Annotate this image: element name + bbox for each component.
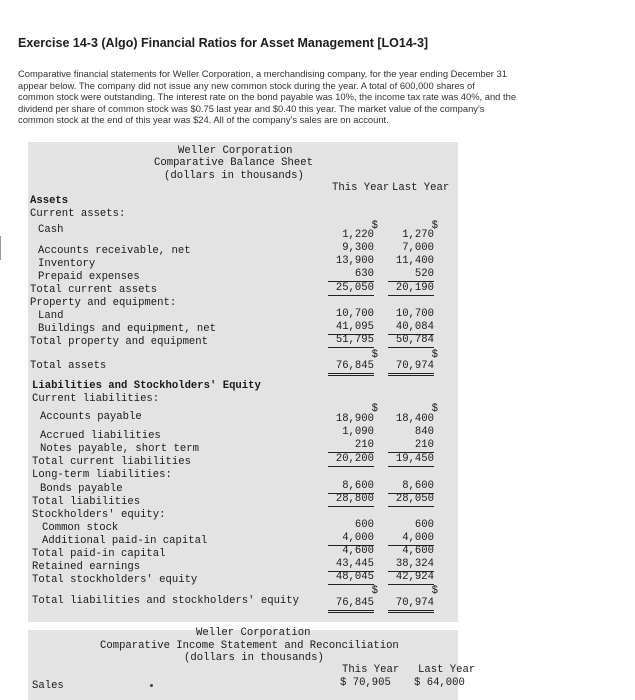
re-label: Retained earnings bbox=[32, 561, 141, 573]
ppe-heading: Property and equipment: bbox=[30, 297, 177, 309]
exercise-description bbox=[18, 68, 618, 126]
ta-last: 70,974 bbox=[388, 360, 434, 376]
ar-this: 9,300 bbox=[342, 242, 374, 254]
ta-label: Total assets bbox=[30, 360, 107, 372]
ap-last: 18,400 bbox=[395, 413, 434, 425]
buildings-this: 41,095 bbox=[328, 321, 374, 335]
bs-row-notes-payable bbox=[28, 439, 488, 455]
apic-label: Additional paid-in capital bbox=[42, 535, 208, 547]
sales-this: $ 70,905 bbox=[340, 677, 391, 689]
ap-this: 18,900 bbox=[335, 413, 374, 425]
bs-row-cash bbox=[28, 224, 488, 242]
tca-last: 20,190 bbox=[388, 282, 434, 296]
se-heading: Stockholders' equity: bbox=[32, 509, 166, 521]
is-units: (dollars in thousands) bbox=[184, 652, 324, 664]
bs-row-apic bbox=[28, 532, 488, 545]
total-ppe-this: 51,795 bbox=[328, 334, 374, 348]
bs-row-retained bbox=[28, 558, 488, 571]
bonds-last: 8,600 bbox=[388, 480, 434, 494]
bs-row-accrued bbox=[28, 426, 488, 442]
ta-this-dollar: $ bbox=[371, 349, 378, 361]
liab-heading: Liabilities and Stockholders' Equity bbox=[32, 380, 261, 392]
inventory-label: Inventory bbox=[38, 258, 96, 270]
bs-row-total-liab bbox=[28, 493, 488, 506]
sales-last: $ 64,000 bbox=[414, 677, 465, 689]
is-col-last-year: Last Year bbox=[418, 664, 476, 676]
ar-label: Accounts receivable, net bbox=[38, 245, 191, 257]
total-ppe-label: Total property and equipment bbox=[30, 336, 209, 348]
bs-row-total-assets bbox=[28, 360, 488, 373]
buildings-label: Buildings and equipment, net bbox=[38, 323, 217, 335]
tpic-label: Total paid-in capital bbox=[32, 548, 166, 560]
bs-row-total-paid-in bbox=[28, 545, 488, 558]
land-this: 10,700 bbox=[335, 308, 374, 320]
income-statement-panel bbox=[28, 627, 476, 700]
accrued-this: 1,090 bbox=[342, 426, 374, 438]
ta-last-dollar: $ bbox=[431, 349, 438, 361]
bs-company: Weller Corporation bbox=[178, 145, 293, 157]
total-ppe-last: 50,784 bbox=[388, 334, 434, 348]
apic-last: 4,000 bbox=[388, 532, 434, 546]
notes-last: 210 bbox=[388, 439, 434, 453]
tca-label: Total current assets bbox=[30, 284, 158, 296]
bs-row-common-stock bbox=[28, 519, 488, 532]
bs-row-accounts-receivable bbox=[28, 242, 488, 255]
bs-row-total-current-liab bbox=[28, 453, 488, 466]
cash-this: 1,220 bbox=[342, 229, 374, 241]
cursor-dot bbox=[150, 684, 153, 687]
ta-this: 76,845 bbox=[328, 360, 374, 376]
cash-label: Cash bbox=[38, 224, 64, 236]
accrued-last: 840 bbox=[414, 426, 434, 438]
accrued-label: Accrued liabilities bbox=[40, 430, 161, 442]
tl-this: 28,800 bbox=[328, 493, 374, 507]
current-assets-heading: Current assets: bbox=[30, 208, 126, 220]
cs-last: 600 bbox=[414, 519, 434, 531]
bs-units: (dollars in thousands) bbox=[164, 170, 304, 182]
tlse-last: 70,974 bbox=[388, 597, 434, 613]
tl-last: 28,050 bbox=[388, 493, 434, 507]
assets-heading: Assets bbox=[30, 195, 69, 207]
bs-row-total-se bbox=[28, 571, 488, 584]
inventory-this: 13,900 bbox=[335, 255, 374, 267]
prepaid-this: 630 bbox=[328, 268, 374, 282]
tlse-label: Total liabilities and stockholders' equity bbox=[32, 595, 300, 607]
prepaid-label: Prepaid expenses bbox=[38, 271, 140, 283]
land-label: Land bbox=[38, 310, 64, 322]
bs-statement-title: Comparative Balance Sheet bbox=[154, 157, 313, 169]
re-last: 38,324 bbox=[388, 558, 434, 572]
tlse-last-dollar: $ bbox=[431, 585, 438, 597]
bs-row-total-liab-se bbox=[28, 597, 488, 610]
bs-row-bonds-payable bbox=[28, 480, 488, 493]
ap-last-dollar: $ bbox=[431, 403, 438, 415]
prepaid-last: 520 bbox=[388, 268, 434, 282]
tpic-last: 4,600 bbox=[402, 545, 434, 557]
cs-label: Common stock bbox=[42, 522, 119, 534]
tse-this: 48,045 bbox=[328, 571, 374, 585]
cs-this: 600 bbox=[354, 519, 374, 531]
tlse-this: 76,845 bbox=[328, 597, 374, 613]
long-term-heading: Long-term liabilities: bbox=[32, 469, 172, 481]
tpic-this: 4,600 bbox=[342, 545, 374, 557]
tcl-last: 19,450 bbox=[388, 453, 434, 467]
bs-col-last-year: Last Year bbox=[392, 182, 450, 194]
balance-sheet-panel bbox=[28, 142, 458, 622]
bonds-this: 8,600 bbox=[328, 480, 374, 494]
inventory-last: 11,400 bbox=[395, 255, 434, 267]
ap-label: Accounts payable bbox=[40, 411, 142, 423]
apic-this: 4,000 bbox=[328, 532, 374, 546]
land-last: 10,700 bbox=[395, 308, 434, 320]
bs-row-land bbox=[28, 308, 488, 321]
tse-label: Total stockholders' equity bbox=[32, 574, 198, 586]
sales-label: Sales bbox=[32, 680, 64, 692]
ap-this-dollar: $ bbox=[371, 403, 378, 415]
bs-row-total-current-assets bbox=[28, 282, 488, 295]
is-row-sales bbox=[28, 677, 488, 690]
left-edge-marker bbox=[0, 236, 6, 260]
intro-line: Comparative financial statements for Weller Corporation, a merchandising company, for the year ending December 31 bbox=[18, 68, 507, 79]
tse-last: 42,924 bbox=[388, 571, 434, 585]
bs-row-buildings bbox=[28, 321, 488, 334]
is-col-this-year: This Year bbox=[342, 664, 400, 676]
bs-row-prepaid bbox=[28, 268, 488, 281]
tca-this: 25,050 bbox=[328, 282, 374, 296]
bs-row-inventory bbox=[28, 255, 488, 268]
tlse-this-dollar: $ bbox=[371, 585, 378, 597]
exercise-title: Exercise 14-3 (Algo) Financial Ratios for Asset Management [LO14-3] bbox=[18, 36, 429, 50]
ar-last: 7,000 bbox=[402, 242, 434, 254]
tcl-label: Total current liabilities bbox=[32, 456, 191, 468]
cash-this-dollar: $ bbox=[371, 220, 378, 232]
is-company: Weller Corporation bbox=[196, 627, 311, 639]
tcl-this: 20,200 bbox=[328, 453, 374, 467]
re-this: 43,445 bbox=[328, 558, 374, 572]
cash-last: 1,270 bbox=[402, 229, 434, 241]
buildings-last: 40,084 bbox=[388, 321, 434, 335]
intro-line: common stock at the end of this year was $24. All of the company's sales are on account. bbox=[18, 114, 389, 126]
bs-row-accounts-payable bbox=[28, 413, 488, 426]
intro-line: dividend per share of common stock was $0.75 last year and $0.40 this year. The market value of the company's bbox=[18, 102, 485, 114]
current-liab-heading: Current liabilities: bbox=[32, 393, 160, 405]
notes-this: 210 bbox=[328, 439, 374, 453]
intro-line: common stock were outstanding. The interest rate on the bond payable was 10%, the income tax rate was 40%, and the bbox=[18, 91, 517, 103]
bonds-label: Bonds payable bbox=[40, 483, 123, 495]
tl-label: Total liabilities bbox=[32, 496, 141, 508]
is-statement-title: Comparative Income Statement and Reconciliation bbox=[100, 640, 399, 652]
cash-last-dollar: $ bbox=[431, 220, 438, 232]
notes-label: Notes payable, short term bbox=[40, 443, 199, 455]
intro-line: appear below. The company did not issue any new common stock during the year. A total of 600,000 shares of bbox=[18, 79, 475, 91]
bs-row-total-ppe bbox=[28, 334, 488, 347]
bs-col-this-year: This Year bbox=[332, 182, 390, 194]
